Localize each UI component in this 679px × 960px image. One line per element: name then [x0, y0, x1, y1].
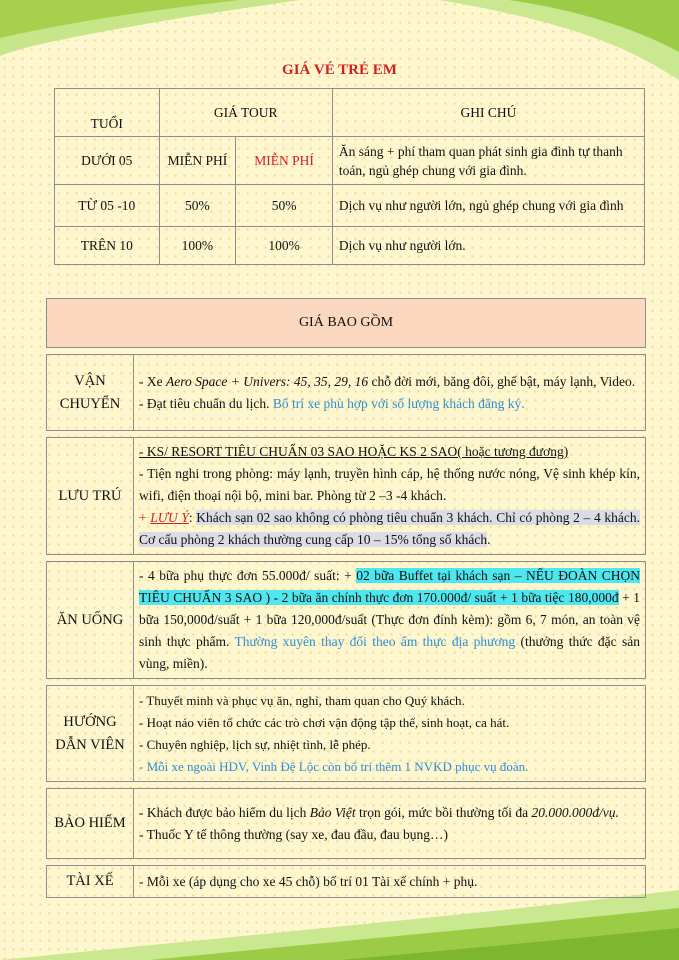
included-header: GIÁ BAO GỒM	[47, 299, 646, 348]
meals-content: - 4 bữa phụ thực đơn 55.000đ/ suất: + 02 bữa Buffet tại khách sạn – NẾU ĐOÀN CHỌN TIÊU CHUẨN 3 SAO ) - 2 bữa ăn chính thực đơn 170.000đ/ suất + 1 bữa tiệc 180,000đ + 1 bữa 150,000đ/suất + 1 bữa 120,000đ/suất (Thực đơn đính kèm): gồm 6, 7 món, an toàn vệ sinh thực phẩm. Thường xuyên thay đổi theo ẩm thực địa phương (thưởng thức đặc sản vùng, miền).	[134, 562, 646, 679]
note-header: GHI CHÚ	[332, 89, 644, 137]
top-left-wave-decoration	[0, 0, 300, 60]
price-cell: 100%	[236, 227, 333, 265]
lodging-content: - KS/ RESORT TIÊU CHUẨN 03 SAO HOẶC KS 2 SAO( hoặc tương đương) - Tiện nghi trong phòng: máy lạnh, truyền hình cáp, hệ thống nước nóng, Vệ sinh khép kín, wifi, điện thoại nội bộ, mini bar. Phòng từ 2 –3 -4 khách. + LƯU Ý: Khách sạn 02 sao không có phòng tiêu chuẩn 3 khách. Chỉ có phòng 2 – 4 khách. Cơ cấu phòng 2 khách thường cung cấp 10 – 15% tổng số khách.	[134, 438, 646, 555]
note-cell: Ăn sáng + phí tham quan phát sinh gia đình tự thanh toán, ngủ ghép chung với gia đình.	[332, 137, 644, 185]
table-row	[47, 355, 646, 431]
lodging-label: LƯU TRÚ	[47, 438, 134, 555]
price-cell: 100%	[159, 227, 236, 265]
age-cell: DƯỚI 05	[55, 137, 160, 185]
table-row	[55, 137, 645, 185]
table-row	[47, 866, 646, 898]
price-cell: MIỄN PHÍ	[159, 137, 236, 185]
driver-label: TÀI XẾ	[47, 866, 134, 898]
note-cell: Dịch vụ như người lớn.	[332, 227, 644, 265]
transport-content: - Xe Aero Space + Univers: 45, 35, 29, 16 chỗ đời mới, băng đôi, ghế bật, máy lạnh, Video. - Đạt tiêu chuẩn du lịch. Bố trí xe phù hợp với số lượng khách đăng ký.	[134, 355, 646, 431]
table-row	[55, 185, 645, 227]
price-header: GIÁ TOUR	[159, 89, 332, 137]
guide-content: - Thuyết minh và phục vụ ăn, nghỉ, tham quan cho Quý khách. - Hoạt náo viên tổ chức các trò chơi vận động tập thể, sinh hoạt, ca hát. - Chuyên nghiệp, lịch sự, nhiệt tình, lễ phép. - Mỗi xe ngoài HDV, Vinh Đệ Lộc còn bố trí thêm 1 NVKD phục vụ đoàn.	[134, 686, 646, 782]
kids-price-table	[54, 88, 645, 265]
included-services-table	[46, 298, 646, 898]
driver-content: - Mỗi xe (áp dụng cho xe 45 chỗ) bố trí 01 Tài xế chính + phụ.	[134, 866, 646, 898]
price-cell: MIỄN PHÍ	[236, 137, 333, 185]
insurance-label: BẢO HIỂM	[47, 789, 134, 859]
age-cell: TRÊN 10	[55, 227, 160, 265]
insurance-content: - Khách được bảo hiểm du lịch Bảo Việt trọn gói, mức bồi thường tối đa 20.000.000đ/vụ. - Thuốc Y tế thông thường (say xe, đau đầu, đau bụng…)	[134, 789, 646, 859]
bottom-right-wave-decoration	[0, 890, 679, 960]
page-title: GIÁ VÉ TRẺ EM	[282, 62, 397, 78]
table-row	[47, 789, 646, 859]
transport-label: VẬN CHUYỂN	[47, 355, 134, 431]
note-cell: Dịch vụ như người lớn, ngủ ghép chung với gia đình	[332, 185, 644, 227]
table-header-row	[55, 89, 645, 137]
table-row	[47, 438, 646, 555]
age-cell: TỪ 05 -10	[55, 185, 160, 227]
price-cell: 50%	[236, 185, 333, 227]
table-row	[47, 686, 646, 782]
table-row	[55, 227, 645, 265]
guide-label: HƯỚNG DẪN VIÊN	[47, 686, 134, 782]
age-header: TUỔI	[55, 89, 160, 137]
meals-label: ĂN UỐNG	[47, 562, 134, 679]
table-row	[47, 562, 646, 679]
price-cell: 50%	[159, 185, 236, 227]
